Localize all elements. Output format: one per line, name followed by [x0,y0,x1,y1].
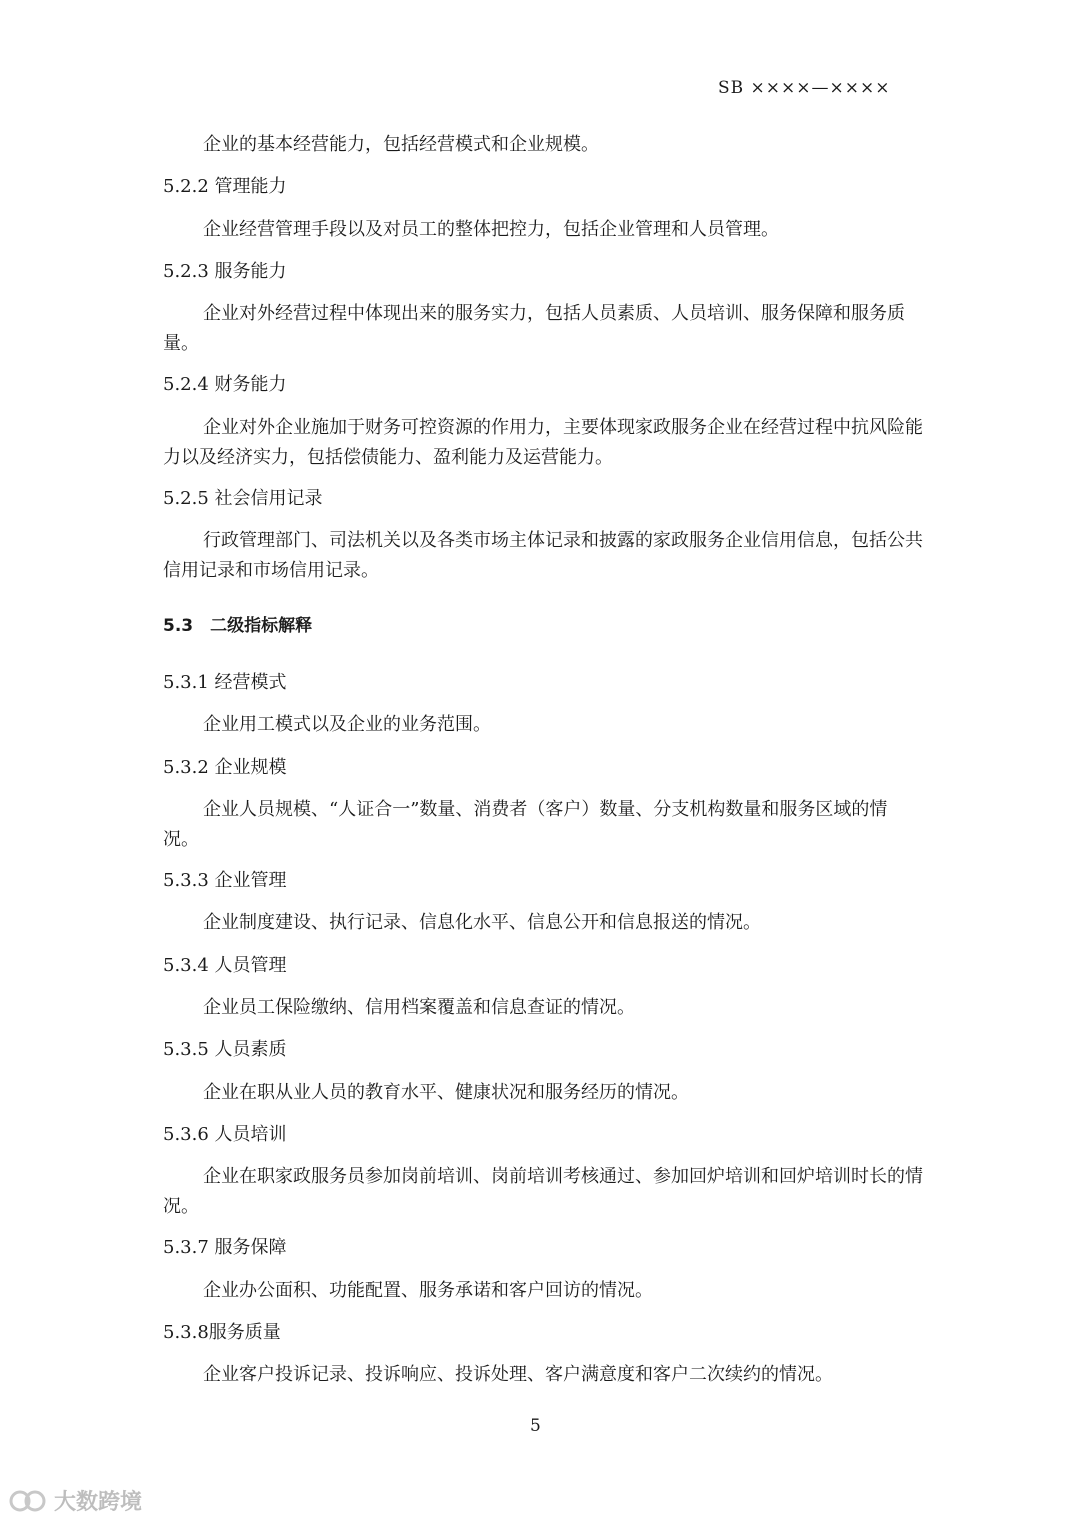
subsection-heading: 5.3.3 企业管理 [163,870,287,891]
paragraph: 企业在职家政服务员参加岗前培训、岗前培训考核通过、参加回炉培训和回炉培训时长的情况。 [163,1166,923,1217]
subsection-heading: 5.2.2 管理能力 [163,176,287,197]
document-code-header: SB ××××—×××× [718,78,891,98]
paragraph: 企业对外经营过程中体现出来的服务实力，包括人员素质、人员培训、服务保障和服务质量。 [163,303,905,354]
watermark-text: 大数跨境 [54,1490,143,1515]
paragraph: 企业人员规模、“人证合一”数量、消费者（客户）数量、分支机构数量和服务区域的情况。 [163,799,888,850]
watermark [8,1485,142,1516]
subsection-heading: 5.3.5 人员素质 [163,1039,287,1060]
subsection-heading: 5.3.6 人员培训 [163,1124,287,1145]
paragraph: 企业经营管理手段以及对员工的整体把控力，包括企业管理和人员管理。 [203,219,779,240]
paragraph: 企业制度建设、执行记录、信息化水平、信息公开和信息报送的情况。 [203,912,761,933]
paragraph: 企业客户投诉记录、投诉响应、投诉处理、客户满意度和客户二次续约的情况。 [203,1364,833,1385]
paragraph: 企业办公面积、功能配置、服务承诺和客户回访的情况。 [203,1280,653,1301]
paragraph: 行政管理部门、司法机关以及各类市场主体记录和披露的家政服务企业信用信息，包括公共信用记录和市场信用记录。 [163,530,923,581]
subsection-heading: 5.3.8服务质量 [163,1322,281,1343]
paragraph: 企业用工模式以及企业的业务范围。 [203,714,491,735]
page-number: 5 [530,1416,541,1436]
watermark-logo-icon [8,1489,48,1513]
subsection-heading: 5.3.2 企业规模 [163,757,287,778]
subsection-heading: 5.2.3 服务能力 [163,261,287,282]
subsection-heading: 5.2.4 财务能力 [163,374,287,395]
subsection-heading: 5.3.7 服务保障 [163,1237,287,1258]
paragraph: 企业的基本经营能力，包括经营模式和企业规模。 [203,134,599,155]
paragraph: 企业对外企业施加于财务可控资源的作用力，主要体现家政服务企业在经营过程中抗风险能力以及经济实力，包括偿债能力、盈利能力及运营能力。 [163,417,923,468]
subsection-heading: 5.3.4 人员管理 [163,955,287,976]
paragraph: 企业员工保险缴纳、信用档案覆盖和信息查证的情况。 [203,997,635,1018]
paragraph: 企业在职从业人员的教育水平、健康状况和服务经历的情况。 [203,1082,689,1103]
subsection-heading: 5.3.1 经营模式 [163,672,287,693]
section-heading: 5.3 二级指标解释 [163,616,313,636]
subsection-heading: 5.2.5 社会信用记录 [163,488,323,509]
